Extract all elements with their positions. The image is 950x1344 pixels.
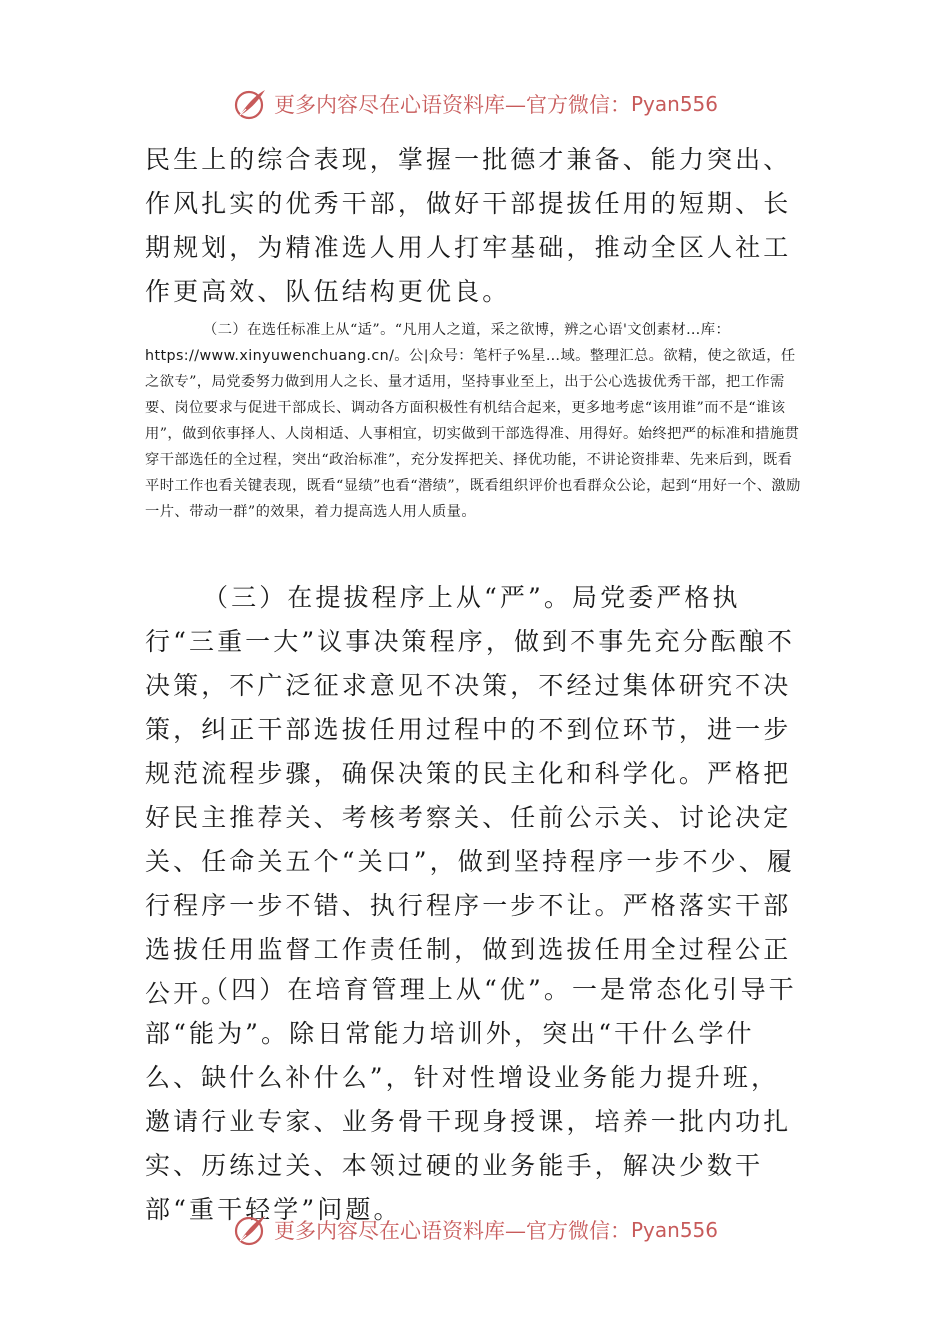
- paragraph-2-before: （二）在选任标准上从“适”。“凡用人之道，采之欲博，辨之心语'文创素材…库：: [203, 322, 731, 338]
- paragraph-2-small: [145, 317, 805, 525]
- quill-logo-icon: [232, 86, 268, 122]
- paragraph-continued: 民生上的综合表现，掌握一批德才兼备、能力突出、作风扎实的优秀干部，做好干部提拔任用的短期、长期规划，为精准选人用人打牢基础，推动全区人社工作更高效、队伍结构更优良。: [145, 145, 792, 306]
- header-watermark: [0, 84, 950, 124]
- banner-wechat-id: Pyan556: [630, 1218, 718, 1242]
- paragraph-2-after: 。公|众号：笔杆子%星…域。整理汇总。欲精，使之欲适，任之欲专”，局党委努力做到用人之长、量才适用，坚持事业至上，出于公心选拔优秀干部，把工作需要、岗位要求与促进干部成长、调动各方面积极性有机结合起来，更多地考虑“该用谁”而不是“谁该用”，做到依事择人、人岗相适、人事相宜，切实做到干部选得准、用得好。始终把严的标准和措施贯穿干部选任的全过程，突出“政治标准”，充分发挥把关、择优功能，不讲论资排辈、先来后到，既看平时工作也看关键表现，既看“显绩”也看“潜绩”，既看组织评价也看群众公论，起到“用好一个、激励一片、带动一群”的效果，着力提高选人用人质量。: [145, 348, 801, 520]
- quill-logo-icon: [232, 1212, 268, 1248]
- banner-wechat-id: Pyan556: [630, 92, 718, 116]
- banner-text: 更多内容尽在心语资料库—官方微信：: [273, 1219, 631, 1243]
- footer-watermark: [0, 1210, 950, 1250]
- banner-text: 更多内容尽在心语资料库—官方微信：: [273, 93, 631, 117]
- paragraph-4: （四）在培育管理上从“优”。一是常态化引导干部“能为”。除日常能力培训外，突出“干什么学什么、缺什么补什么”，针对性增设业务能力提升班，邀请行业专家、业务骨干现身授课，培养一批内功扎实、历练过关、本领过硬的业务能手，解决少数干部“重干轻学”问题。: [145, 975, 797, 1224]
- paragraph-3: （三）在提拔程序上从“严”。局党委严格执行“三重一大”议事决策程序，做到不事先充分酝酿不决策，不广泛征求意见不决策，不经过集体研究不决策，纠正干部选拔任用过程中的不到位环节，进一步规范流程步骤，确保决策的民主化和科学化。严格把好民主推荐关、考核考察关、任前公示关、讨论决定关、任命关五个“关口”，做到坚持程序一步不少、履行程序一步不错、执行程序一步不让。严格落实干部选拔任用监督工作责任制，做到选拔任用全过程公正公开。: [145, 583, 795, 1008]
- source-url: https://www.xinyuwenchuang.cn/: [145, 348, 395, 364]
